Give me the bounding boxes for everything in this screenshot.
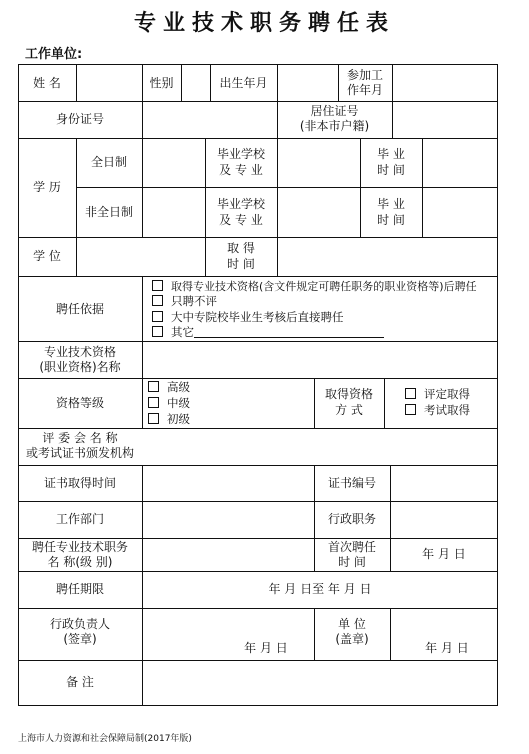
checkbox-icon <box>148 413 159 424</box>
level-option-senior[interactable]: 高级 <box>148 380 190 395</box>
degree-time-line2: 时 间 <box>227 257 255 271</box>
cert-no-label: 证书编号 <box>327 476 376 490</box>
fulltime-school-line2: 及 专 业 <box>219 163 263 177</box>
education-label: 学 历 <box>33 180 61 194</box>
checkbox-icon <box>405 404 416 415</box>
cert-time-label: 证书取得时间 <box>43 476 116 490</box>
term-label: 聘任期限 <box>55 582 104 596</box>
term-value: 年 月 日至 年 月 日 <box>268 582 372 596</box>
checkbox-icon <box>152 280 163 291</box>
parttime-label: 非全日制 <box>84 205 133 219</box>
basis-label: 聘任依据 <box>55 302 104 316</box>
checkbox-icon <box>148 381 159 392</box>
checkbox-icon <box>152 326 163 337</box>
basis-option-certified[interactable]: 取得专业技术资格(含文件规定可聘任职务的职业资格等)后聘任 <box>152 279 477 294</box>
parttime-grad-line2: 时 间 <box>377 213 405 227</box>
committee-line2: 或考试证书颁发机构 <box>25 446 134 460</box>
unit-seal-line2: (盖章) <box>335 632 369 646</box>
unit-seal-line1: 单 位 <box>338 617 366 631</box>
qual-level-label: 资格等级 <box>55 396 104 410</box>
leader-line1: 行政负责人 <box>49 617 110 631</box>
basis-option-other[interactable]: 其它 <box>152 325 384 340</box>
parttime-school-line2: 及 专 业 <box>219 213 263 227</box>
birth-label: 出生年月 <box>219 76 268 90</box>
qual-name-line1: 专业技术资格 <box>43 345 116 359</box>
method-option-exam[interactable]: 考试取得 <box>405 403 470 418</box>
residence-label-line2: (非本市户籍) <box>299 119 370 133</box>
work-start-label-line2: 作年月 <box>346 83 383 97</box>
fulltime-label: 全日制 <box>90 155 127 169</box>
other-underline <box>194 326 384 338</box>
level-option-junior[interactable]: 初级 <box>148 412 190 427</box>
work-start-label-line1: 参加工 <box>346 68 383 82</box>
checkbox-icon <box>148 397 159 408</box>
basis-option-hire-only[interactable]: 只聘不评 <box>152 294 217 309</box>
checkbox-icon <box>152 295 163 306</box>
checkbox-icon <box>405 388 416 399</box>
work-unit-label: 工作单位: <box>25 47 83 62</box>
unit-date: 年 月 日 <box>425 641 469 655</box>
parttime-school-line1: 毕业学校 <box>216 197 265 211</box>
gender-label: 性别 <box>149 76 174 90</box>
admin-post-label: 行政职务 <box>327 512 376 526</box>
remarks-label: 备 注 <box>66 675 94 689</box>
department-label: 工作部门 <box>55 512 104 526</box>
committee-line1: 评 委 会 名 称 <box>42 431 118 445</box>
post-name-line1: 聘任专业技术职务 <box>31 540 128 554</box>
checkbox-icon <box>152 311 163 322</box>
id-number-label: 身份证号 <box>55 112 104 126</box>
fulltime-grad-line2: 时 间 <box>377 163 405 177</box>
obtain-method-line1: 取得资格 <box>324 387 373 401</box>
level-option-middle[interactable]: 中级 <box>148 396 190 411</box>
degree-label: 学 位 <box>33 249 61 263</box>
residence-label-line1: 居住证号 <box>310 104 359 118</box>
basis-option-graduate[interactable]: 大中专院校毕业生考核后直接聘任 <box>152 310 344 325</box>
parttime-grad-line1: 毕 业 <box>377 197 405 211</box>
footer-text: 上海市人力资源和社会保障局制(2017年版) <box>18 734 192 744</box>
post-name-line2: 名 称(级 别) <box>47 555 113 569</box>
obtain-method-line2: 方 式 <box>335 403 363 417</box>
first-hire-line1: 首次聘任 <box>327 540 376 554</box>
fulltime-school-line1: 毕业学校 <box>216 147 265 161</box>
degree-time-line1: 取 得 <box>227 241 255 255</box>
method-option-evaluated[interactable]: 评定取得 <box>405 387 470 402</box>
first-hire-line2: 时 间 <box>338 555 366 569</box>
name-label: 姓 名 <box>33 76 61 90</box>
fulltime-grad-line1: 毕 业 <box>377 147 405 161</box>
leader-line2: (签章) <box>63 632 97 646</box>
qual-name-line2: (职业资格)名称 <box>39 360 121 374</box>
leader-date: 年 月 日 <box>244 641 288 655</box>
first-hire-date: 年 月 日 <box>422 547 466 561</box>
form-title: 专业技术职务聘任表 <box>133 11 395 36</box>
